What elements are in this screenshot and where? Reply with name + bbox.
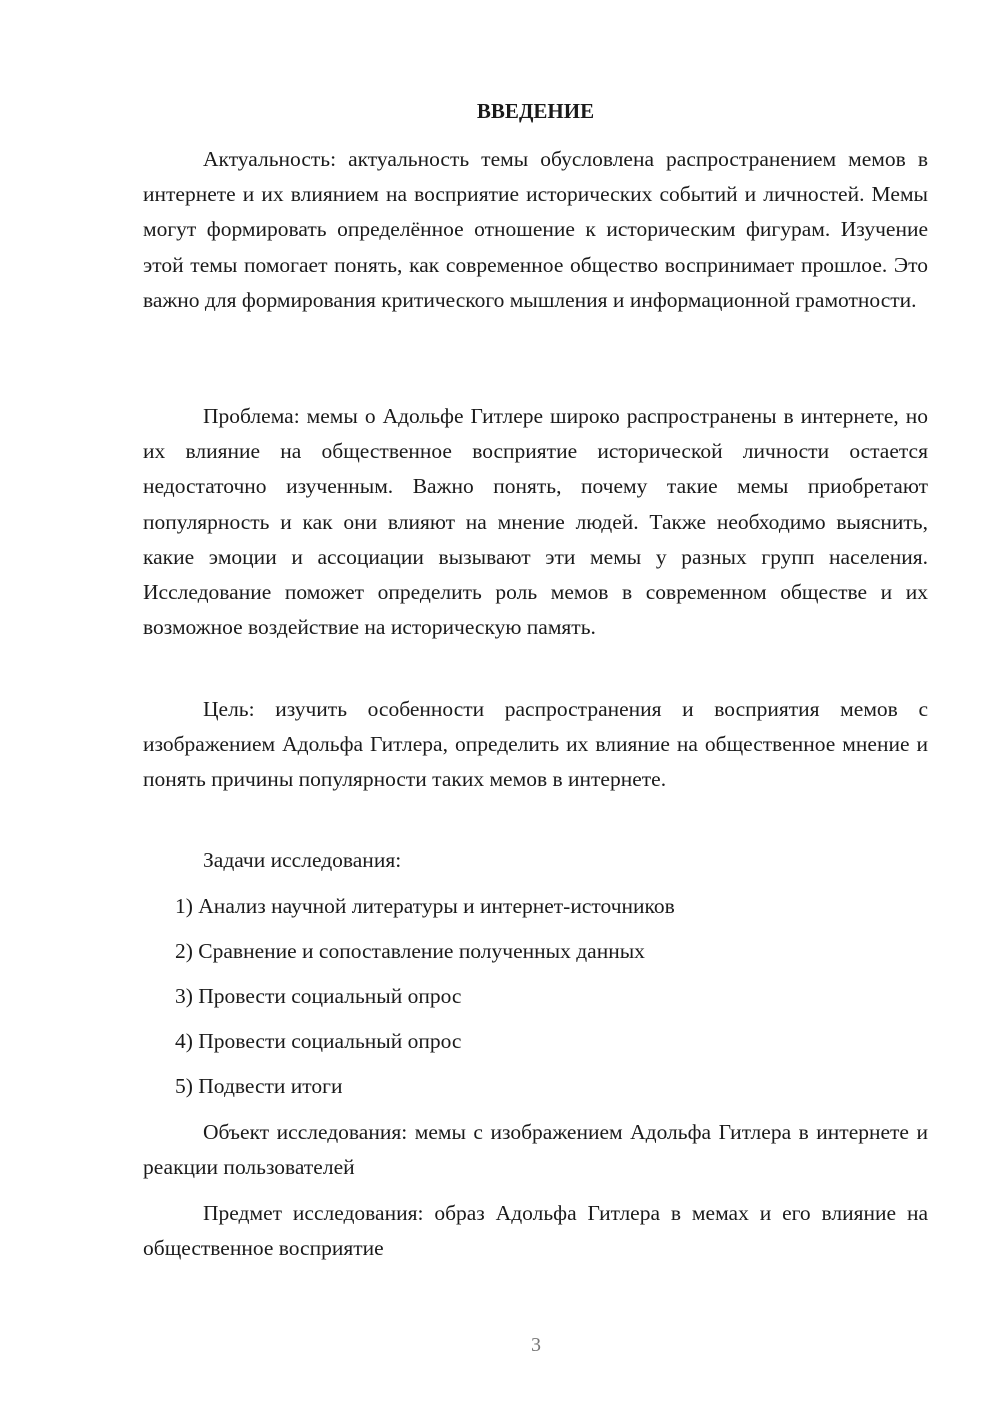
problem-paragraph: Проблема: мемы о Адольфе Гитлере широко распространены в интернете, но их влияние на общественное восприятие исторической личности остается недостаточно изученным. Важно понять, почему такие мемы приобретают популярность и как они влияют на мнение людей. Также необходимо выяснить, какие эмоции и ассоциации вызывают эти мемы у разных групп населения. Исследование поможет определить роль мемов в современном обществе и их возможное воздействие на историческую память. — [143, 404, 928, 640]
task-item-5: 5) Подвести итоги — [175, 1074, 343, 1098]
object-paragraph: Объект исследования: мемы с изображением Адольфа Гитлера в интернете и реакции пользователей — [143, 1120, 928, 1180]
relevance-paragraph: Актуальность: актуальность темы обусловлена распространением мемов в интернете и их влиянием на восприятие исторических событий и личностей. Мемы могут формировать определённое отношение к историческим фигурам. Изучение этой темы помогает понять, как современное общество воспринимает прошлое. Это важно для формирования критического мышления и информационной грамотности. — [143, 147, 928, 312]
task-item-2: 2) Сравнение и сопоставление полученных данных — [175, 939, 645, 963]
task-item-4: 4) Провести социальный опрос — [175, 1029, 462, 1053]
tasks-heading: Задачи исследования: — [203, 848, 402, 872]
page-number: 3 — [531, 1334, 541, 1356]
task-item-1: 1) Анализ научной литературы и интернет-источников — [175, 894, 675, 918]
goal-paragraph: Цель: изучить особенности распространения и восприятия мемов с изображением Адольфа Гитлера, определить их влияние на общественное мнение и понять причины популярности таких мемов в интернете. — [143, 697, 928, 792]
section-title: ВВЕДЕНИЕ — [476, 99, 595, 123]
subject-paragraph: Предмет исследования: образ Адольфа Гитлера в мемах и его влияние на общественное восприятие — [143, 1201, 928, 1261]
task-item-3: 3) Провести социальный опрос — [175, 984, 462, 1008]
